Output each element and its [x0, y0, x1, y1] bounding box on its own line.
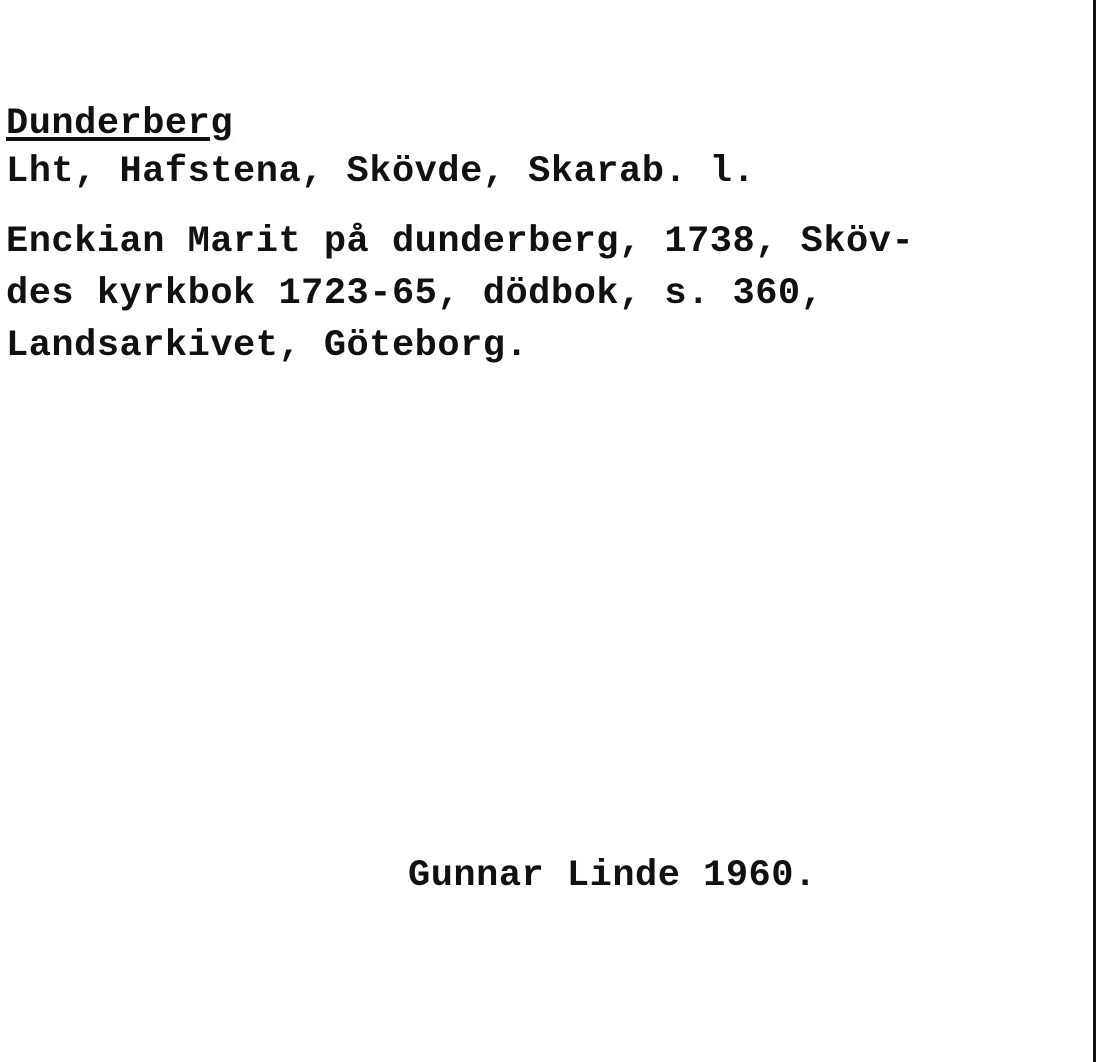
card-edge-line [1093, 0, 1096, 1062]
card-heading: Dunderberg [6, 103, 234, 145]
signature: Gunnar Linde 1960. [408, 855, 817, 897]
place-line: Lht, Hafstena, Skövde, Skarab. l. [6, 151, 756, 193]
body-line: Enckian Marit på dunderberg, 1738, Sköv- [6, 221, 915, 263]
body-line: des kyrkbok 1723-65, dödbok, s. 360, [6, 273, 824, 315]
body-line: Landsarkivet, Göteborg. [6, 325, 529, 367]
